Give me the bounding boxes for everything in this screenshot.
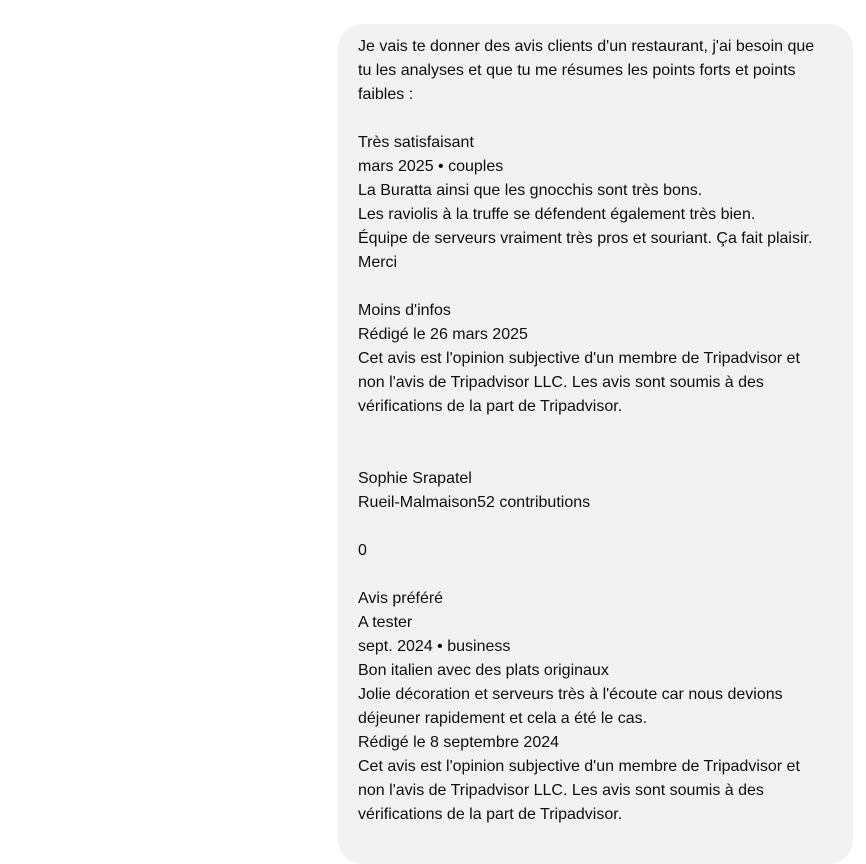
review-body-line: Jolie décoration et serveurs très à l'écoute car nous devions — [358, 686, 783, 703]
review-body-line: Merci — [358, 254, 398, 271]
review-written-date: Rédigé le 8 septembre 2024 — [358, 734, 560, 751]
blank-line — [358, 275, 833, 299]
review-disclaimer-line: Cet avis est l'opinion subjective d'un membre de Tripadvisor et — [358, 350, 800, 367]
review-disclaimer-line: non l'avis de Tripadvisor LLC. Les avis sont soumis à des — [358, 782, 764, 799]
review-body-line: Équipe de serveurs vraiment très pros et souriant. Ça fait plaisir. — [358, 230, 813, 247]
user-message-bubble — [338, 24, 853, 864]
review-disclaimer-line: vérifications de la part de Tripadvisor. — [358, 398, 623, 415]
review-disclaimer-line: Cet avis est l'opinion subjective d'un membre de Tripadvisor et — [358, 758, 800, 775]
review-disclaimer-line: non l'avis de Tripadvisor LLC. Les avis sont soumis à des — [358, 374, 764, 391]
less-info-text: Moins d'infos — [358, 302, 451, 319]
blank-line — [358, 563, 833, 587]
helpful-vote-count: 0 — [358, 542, 367, 559]
review-written-date: Rédigé le 26 mars 2025 — [358, 326, 528, 343]
review-meta: sept. 2024 • business — [358, 638, 511, 655]
author-name: Sophie Srapatel — [358, 470, 472, 487]
review-body-line: Bon italien avec des plats originaux — [358, 662, 609, 679]
review-body-line: La Buratta ainsi que les gnocchis sont très bons. — [358, 182, 703, 199]
blank-line — [358, 515, 833, 539]
message-intro-line: faibles : — [358, 86, 414, 103]
review-title: Très satisfaisant — [358, 134, 474, 151]
preferred-review-badge: Avis préféré — [358, 590, 444, 607]
message-intro-line: tu les analyses et que tu me résumes les points forts et points — [358, 62, 796, 79]
author-location-contributions: Rueil-Malmaison52 contributions — [358, 494, 591, 511]
review-meta: mars 2025 • couples — [358, 158, 504, 175]
message-intro-line: Je vais te donner des avis clients d'un restaurant, j'ai besoin que — [358, 38, 815, 55]
blank-lines — [358, 419, 833, 467]
review-title: A tester — [358, 614, 413, 631]
review-disclaimer-line: vérifications de la part de Tripadvisor. — [358, 806, 623, 823]
review-body-line: Les raviolis à la truffe se défendent également très bien. — [358, 206, 756, 223]
review-body-line: déjeuner rapidement et cela a été le cas. — [358, 710, 648, 727]
blank-line — [358, 107, 833, 131]
